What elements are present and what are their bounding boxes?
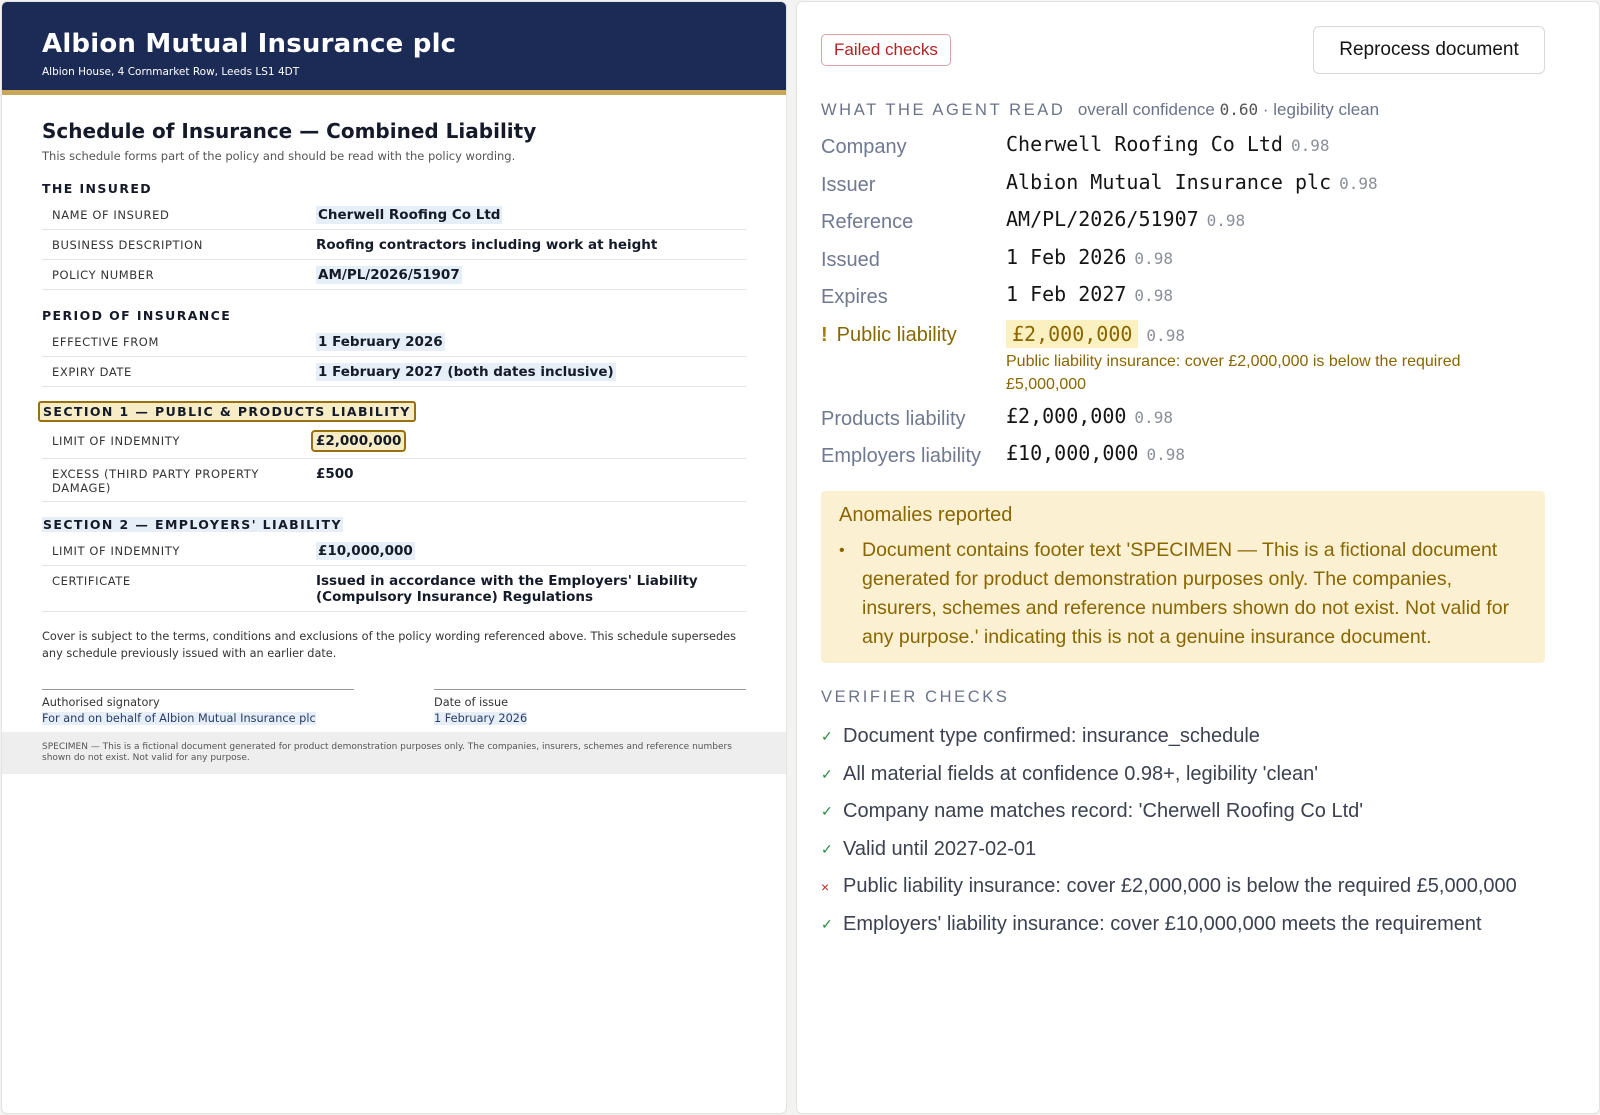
section-heading-period: PERIOD OF INSURANCE: [42, 308, 232, 323]
field-value-flagged: £2,000,000: [1006, 320, 1138, 348]
field-company: [821, 132, 1561, 170]
status-badge: Failed checks: [821, 34, 951, 66]
check-pass-icon: ✓: [821, 765, 833, 782]
check-item: [821, 793, 1561, 831]
legibility-status: · legibility clean: [1262, 100, 1380, 119]
field-label: LIMIT OF INDEMNITY: [52, 544, 180, 558]
field-label: Public liability: [836, 323, 957, 346]
check-text: Public liability insurance: cover £2,000,000 is below the required £5,000,000: [843, 875, 1517, 898]
signature-block: [42, 689, 746, 727]
confidence-score: 0.98: [1206, 211, 1246, 230]
check-pass-icon: ✓: [821, 915, 833, 932]
check-pass-icon: ✓: [821, 728, 833, 745]
field-label: EFFECTIVE FROM: [52, 335, 159, 349]
check-text: Valid until 2027-02-01: [843, 837, 1037, 860]
field-label: POLICY NUMBER: [52, 268, 155, 282]
insurer-address: Albion House, 4 Cornmarket Row, Leeds LS1 4DT: [42, 66, 300, 78]
anomalies-list: [839, 536, 1527, 652]
cover-note: Cover is subject to the terms, conditions and exclusions of the policy wording referenced above. This schedule supersedes any schedule previously issued with an earlier date.: [42, 630, 737, 660]
anomalies-title: Anomalies reported: [839, 504, 1013, 526]
confidence-score: 0.98: [1134, 248, 1173, 268]
agent-read-heading: [821, 100, 1379, 120]
confidence-score: 0.98: [1290, 136, 1330, 155]
signatory-label: Authorised signatory: [42, 696, 160, 709]
extracted-fields: [821, 132, 1561, 479]
check-text: All material fields at confidence 0.98+, legibility 'clean': [843, 762, 1319, 785]
warning-icon: !: [821, 323, 828, 346]
anomaly-item: • Document contains footer text 'SPECIMEN — This is a fictional document generated for product demonstration purposes only. The companies, insurers, schemes and reference numbers shown do not exist. Not valid for any purpose.' indicating this is not a genuine insurance document.: [839, 536, 1527, 652]
field-row: [42, 230, 746, 260]
field-label-flagged: [821, 320, 1006, 347]
reprocess-document-button[interactable]: Reprocess document: [1313, 26, 1545, 74]
field-value: 1 Feb 2026: [1006, 244, 1127, 269]
field-label: Employers liability: [821, 445, 982, 467]
field-value-effective-from: 1 February 2026: [318, 334, 443, 350]
date-of-issue-value: 1 February 2026: [434, 712, 528, 725]
confidence-score: 0.98: [1146, 325, 1185, 345]
field-value: £2,000,000: [1006, 403, 1127, 428]
section-heading-insured: THE INSURED: [42, 181, 153, 196]
overall-confidence-label: overall confidence: [1077, 100, 1215, 119]
field-label: NAME OF INSURED: [52, 208, 170, 222]
field-warning-note: Public liability insurance: cover £2,000,000 is below the required £5,000,000: [1006, 352, 1461, 393]
field-label: Reference: [821, 211, 914, 233]
field-value-expiry-date: 1 February 2027 (both dates inclusive): [318, 364, 614, 380]
agent-results-panel: [796, 1, 1600, 1114]
schedule-title: Schedule of Insurance — Combined Liability: [42, 119, 537, 143]
field-value-employers-liability-limit: £10,000,000: [318, 543, 413, 559]
field-row: [42, 357, 746, 387]
date-of-issue-label: Date of issue: [434, 696, 509, 709]
overall-confidence-value: 0.60: [1219, 100, 1259, 119]
field-row: [42, 566, 746, 612]
field-employers-liability: [821, 441, 1561, 479]
field-row: [42, 426, 746, 459]
confidence-score: 0.98: [1146, 445, 1185, 464]
field-label: Issuer: [821, 173, 876, 196]
field-products-liability: [821, 404, 1561, 442]
field-public-liability-flagged: [821, 320, 1561, 404]
field-label: Company: [821, 136, 907, 158]
field-value: 1 Feb 2027: [1006, 282, 1127, 306]
field-label: EXPIRY DATE: [52, 365, 132, 379]
field-label: LIMIT OF INDEMNITY: [52, 434, 180, 448]
signatory-value: For and on behalf of Albion Mutual Insurance plc: [42, 712, 316, 725]
field-expires: [821, 282, 1561, 320]
field-row: [42, 459, 746, 502]
check-item: [821, 906, 1561, 944]
check-text: Employers' liability insurance: cover £10,000,000 meets the requirement: [843, 912, 1482, 935]
schedule-subtitle: This schedule forms part of the policy and should be read with the policy wording.: [42, 149, 516, 163]
insurance-schedule-document: [1, 1, 787, 1114]
check-item: [821, 718, 1561, 756]
check-text: Document type confirmed: insurance_schedule: [843, 725, 1260, 748]
overall-confidence: [1078, 100, 1379, 119]
field-value: Cherwell Roofing Co Ltd: [1006, 132, 1283, 156]
check-pass-icon: ✓: [821, 840, 833, 857]
field-value-business-description: Roofing contractors including work at height: [316, 237, 658, 253]
section-heading-employers-liability: SECTION 2 — EMPLOYERS' LIABILITY: [43, 517, 342, 532]
field-label: BUSINESS DESCRIPTION: [52, 238, 203, 252]
field-label: Expires: [821, 286, 888, 308]
field-row: [42, 536, 746, 566]
check-text: Company name matches record: 'Cherwell Roofing Co Ltd': [843, 800, 1364, 823]
field-label: Issued: [821, 248, 880, 271]
check-item: [821, 831, 1561, 869]
section-heading-public-products-liability: SECTION 1 — PUBLIC & PRODUCTS LIABILITY: [38, 401, 416, 422]
confidence-score: 0.98: [1134, 407, 1173, 427]
confidence-score: 0.98: [1134, 286, 1173, 305]
insurer-name: Albion Mutual Insurance plc: [42, 29, 457, 59]
field-row: [42, 200, 746, 230]
specimen-footer: SPECIMEN — This is a fictional document generated for product demonstration purposes only. The companies, insurers, schemes and reference numbers shown do not exist. Not valid for any purpose.: [2, 732, 786, 774]
field-value: Albion Mutual Insurance plc: [1006, 169, 1332, 194]
date-of-issue: [434, 689, 746, 727]
field-value: £10,000,000: [1006, 441, 1139, 465]
authorised-signatory: [42, 689, 354, 727]
field-row: [42, 260, 746, 290]
verifier-checks-heading: VERIFIER CHECKS: [821, 688, 1010, 706]
field-value-name-of-insured: Cherwell Roofing Co Ltd: [318, 207, 501, 223]
field-value-certificate: Issued in accordance with the Employers' Liability (Compulsory Insurance) Regulations: [316, 573, 698, 605]
field-value-policy-number: AM/PL/2026/51907: [318, 267, 460, 283]
field-label: CERTIFICATE: [52, 574, 131, 588]
check-fail-icon: ×: [821, 878, 830, 895]
field-label: Products liability: [821, 407, 966, 430]
confidence-score: 0.98: [1339, 173, 1378, 193]
field-label: EXCESS (THIRD PARTY PROPERTY DAMAGE): [52, 467, 260, 495]
anomalies-box: [821, 491, 1545, 663]
section-title: WHAT THE AGENT READ: [821, 101, 1066, 119]
document-header: [2, 2, 786, 95]
verifier-checks-list: [821, 718, 1561, 943]
check-pass-icon: ✓: [821, 803, 833, 820]
field-value-public-liability-limit: £2,000,000: [311, 430, 406, 452]
field-issued: [821, 245, 1561, 283]
field-value-excess: £500: [316, 466, 354, 482]
field-value: AM/PL/2026/51907: [1006, 207, 1199, 231]
check-item-failed: [821, 868, 1561, 906]
field-row: [42, 327, 746, 357]
check-item: [821, 756, 1561, 794]
field-reference: [821, 207, 1561, 245]
